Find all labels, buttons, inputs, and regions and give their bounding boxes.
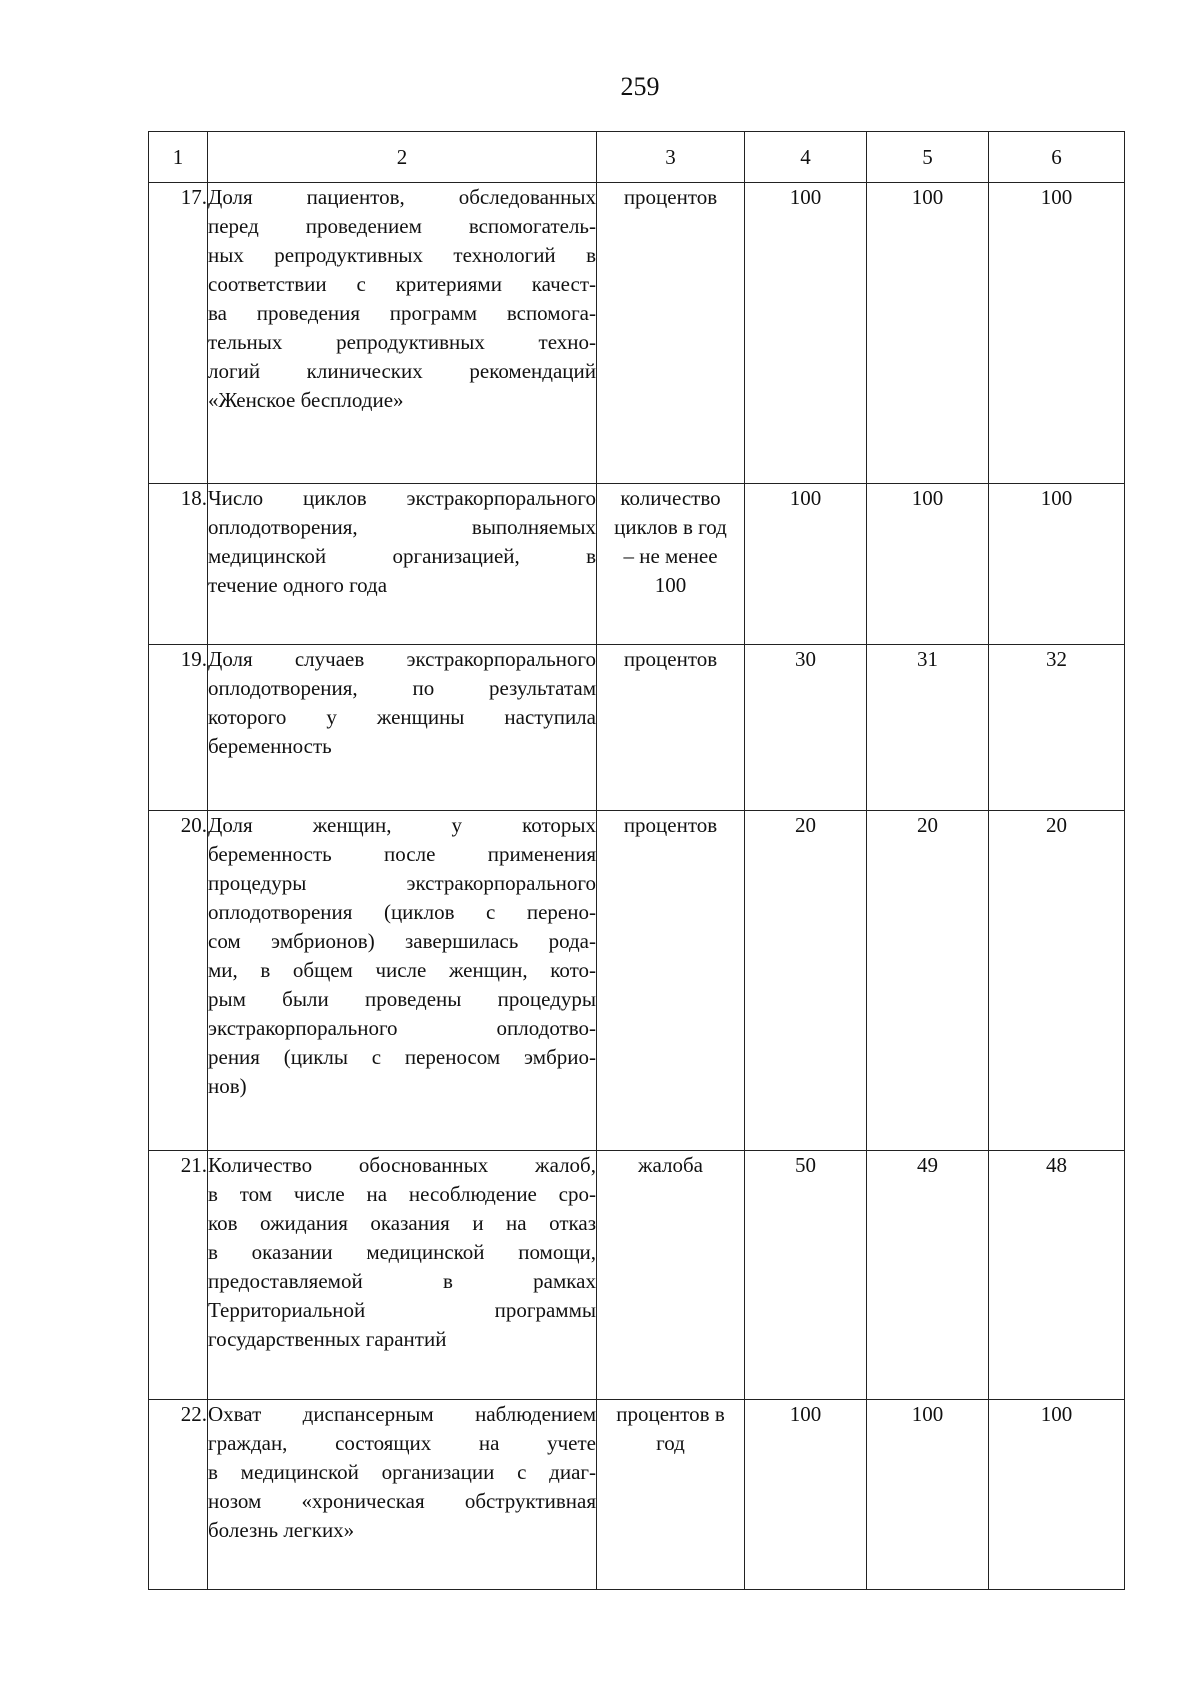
- description-line: Доля случаев экстракорпорального: [208, 647, 596, 671]
- description-line: Охват диспансерным наблюдением: [208, 1402, 596, 1426]
- value-year-3: 100: [989, 183, 1125, 484]
- indicator-description: [208, 484, 597, 645]
- table-row: [149, 811, 1125, 1151]
- value-year-3: 20: [989, 811, 1125, 1151]
- value-year-3: 48: [989, 1151, 1125, 1400]
- value-year-2: 31: [867, 645, 989, 811]
- value-year-3: 100: [989, 1400, 1125, 1590]
- description-line: рения (циклы с переносом эмбрио-: [208, 1045, 596, 1069]
- unit-line: процентов: [623, 185, 718, 209]
- unit-of-measure: [597, 1400, 745, 1590]
- description-line: беременность: [208, 734, 332, 758]
- unit-line: процентов в: [616, 1402, 725, 1426]
- value-year-1: 30: [745, 645, 867, 811]
- description-line: «Женское бесплодие»: [208, 388, 404, 412]
- description-line: ва проведения программ вспомога-: [208, 301, 596, 325]
- unit-line: количество: [620, 486, 721, 510]
- indicator-description: [208, 1151, 597, 1400]
- unit-of-measure: [597, 183, 745, 484]
- description-line: нозом «хроническая обструктивная: [208, 1489, 596, 1513]
- description-line: течение одного года: [208, 573, 388, 597]
- unit-of-measure: [597, 1151, 745, 1400]
- description-line: перед проведением вспомогатель-: [208, 214, 596, 238]
- description-line: оплодотворения, по результатам: [208, 676, 596, 700]
- indicators-table: [148, 131, 1125, 1590]
- description-line: ми, в общем числе женщин, кото-: [208, 958, 596, 982]
- row-number: 21.: [149, 1151, 208, 1400]
- value-year-1: 100: [745, 183, 867, 484]
- description-line: которого у женщины наступила: [208, 705, 596, 729]
- description-line: предоставляемой в рамках: [208, 1269, 596, 1293]
- value-year-3: 32: [989, 645, 1125, 811]
- value-year-1: 20: [745, 811, 867, 1151]
- column-header-5: 5: [867, 132, 989, 183]
- table-row: [149, 645, 1125, 811]
- description-line: граждан, состоящих на учете: [208, 1431, 596, 1455]
- description-line: болезнь легких»: [208, 1518, 355, 1542]
- description-line: соответствии с критериями качест-: [208, 272, 596, 296]
- description-line: оплодотворения, выполняемых: [208, 515, 596, 539]
- page-number: 259: [620, 72, 660, 101]
- description-line: нов): [208, 1074, 247, 1098]
- indicator-description: [208, 645, 597, 811]
- unit-of-measure: [597, 811, 745, 1151]
- description-line: Доля пациентов, обследованных: [208, 185, 596, 209]
- unit-line: процентов: [623, 647, 718, 671]
- unit-line: жалоба: [638, 1153, 703, 1177]
- value-year-2: 49: [867, 1151, 989, 1400]
- unit-line: 100: [654, 573, 687, 597]
- unit-line: циклов в год: [614, 515, 727, 539]
- row-number: 20.: [149, 811, 208, 1151]
- value-year-2: 20: [867, 811, 989, 1151]
- table-header-row: [149, 132, 1125, 183]
- unit-of-measure: [597, 484, 745, 645]
- column-header-2: 2: [208, 132, 597, 183]
- unit-line: год: [656, 1431, 685, 1455]
- column-header-4: 4: [745, 132, 867, 183]
- unit-line: процентов: [623, 813, 718, 837]
- description-line: медицинской организацией, в: [208, 544, 596, 568]
- value-year-2: 100: [867, 183, 989, 484]
- unit-line: – не менее: [623, 544, 718, 568]
- indicator-description: [208, 183, 597, 484]
- value-year-3: 100: [989, 484, 1125, 645]
- column-header-1: 1: [149, 132, 208, 183]
- description-line: Доля женщин, у которых: [208, 813, 596, 837]
- description-line: ных репродуктивных технологий в: [208, 243, 596, 267]
- description-line: экстракорпорального оплодотво-: [208, 1016, 596, 1040]
- row-number: 19.: [149, 645, 208, 811]
- description-line: ков ожидания оказания и на отказ: [208, 1211, 596, 1235]
- description-line: логий клинических рекомендаций: [208, 359, 596, 383]
- row-number: 22.: [149, 1400, 208, 1590]
- description-line: в оказании медицинской помощи,: [208, 1240, 596, 1264]
- column-header-6: 6: [989, 132, 1125, 183]
- description-line: государственных гарантий: [208, 1327, 447, 1351]
- value-year-2: 100: [867, 1400, 989, 1590]
- description-line: Количество обоснованных жалоб,: [208, 1153, 596, 1177]
- value-year-2: 100: [867, 484, 989, 645]
- indicator-description: [208, 811, 597, 1151]
- indicator-description: [208, 1400, 597, 1590]
- description-line: беременность после применения: [208, 842, 596, 866]
- description-line: процедуры экстракорпорального: [208, 871, 596, 895]
- description-line: Число циклов экстракорпорального: [208, 486, 596, 510]
- value-year-1: 100: [745, 1400, 867, 1590]
- table-row: [149, 183, 1125, 484]
- column-header-3: 3: [597, 132, 745, 183]
- row-number: 18.: [149, 484, 208, 645]
- value-year-1: 100: [745, 484, 867, 645]
- description-line: рым были проведены процедуры: [208, 987, 596, 1011]
- description-line: сом эмбрионов) завершилась рода-: [208, 929, 596, 953]
- unit-of-measure: [597, 645, 745, 811]
- description-line: оплодотворения (циклов с перено-: [208, 900, 596, 924]
- table-row: [149, 1400, 1125, 1590]
- description-line: Территориальной программы: [208, 1298, 596, 1322]
- description-line: тельных репродуктивных техно-: [208, 330, 596, 354]
- table-row: [149, 484, 1125, 645]
- row-number: 17.: [149, 183, 208, 484]
- description-line: в том числе на несоблюдение сро-: [208, 1182, 596, 1206]
- description-line: в медицинской организации с диаг-: [208, 1460, 596, 1484]
- table-row: [149, 1151, 1125, 1400]
- value-year-1: 50: [745, 1151, 867, 1400]
